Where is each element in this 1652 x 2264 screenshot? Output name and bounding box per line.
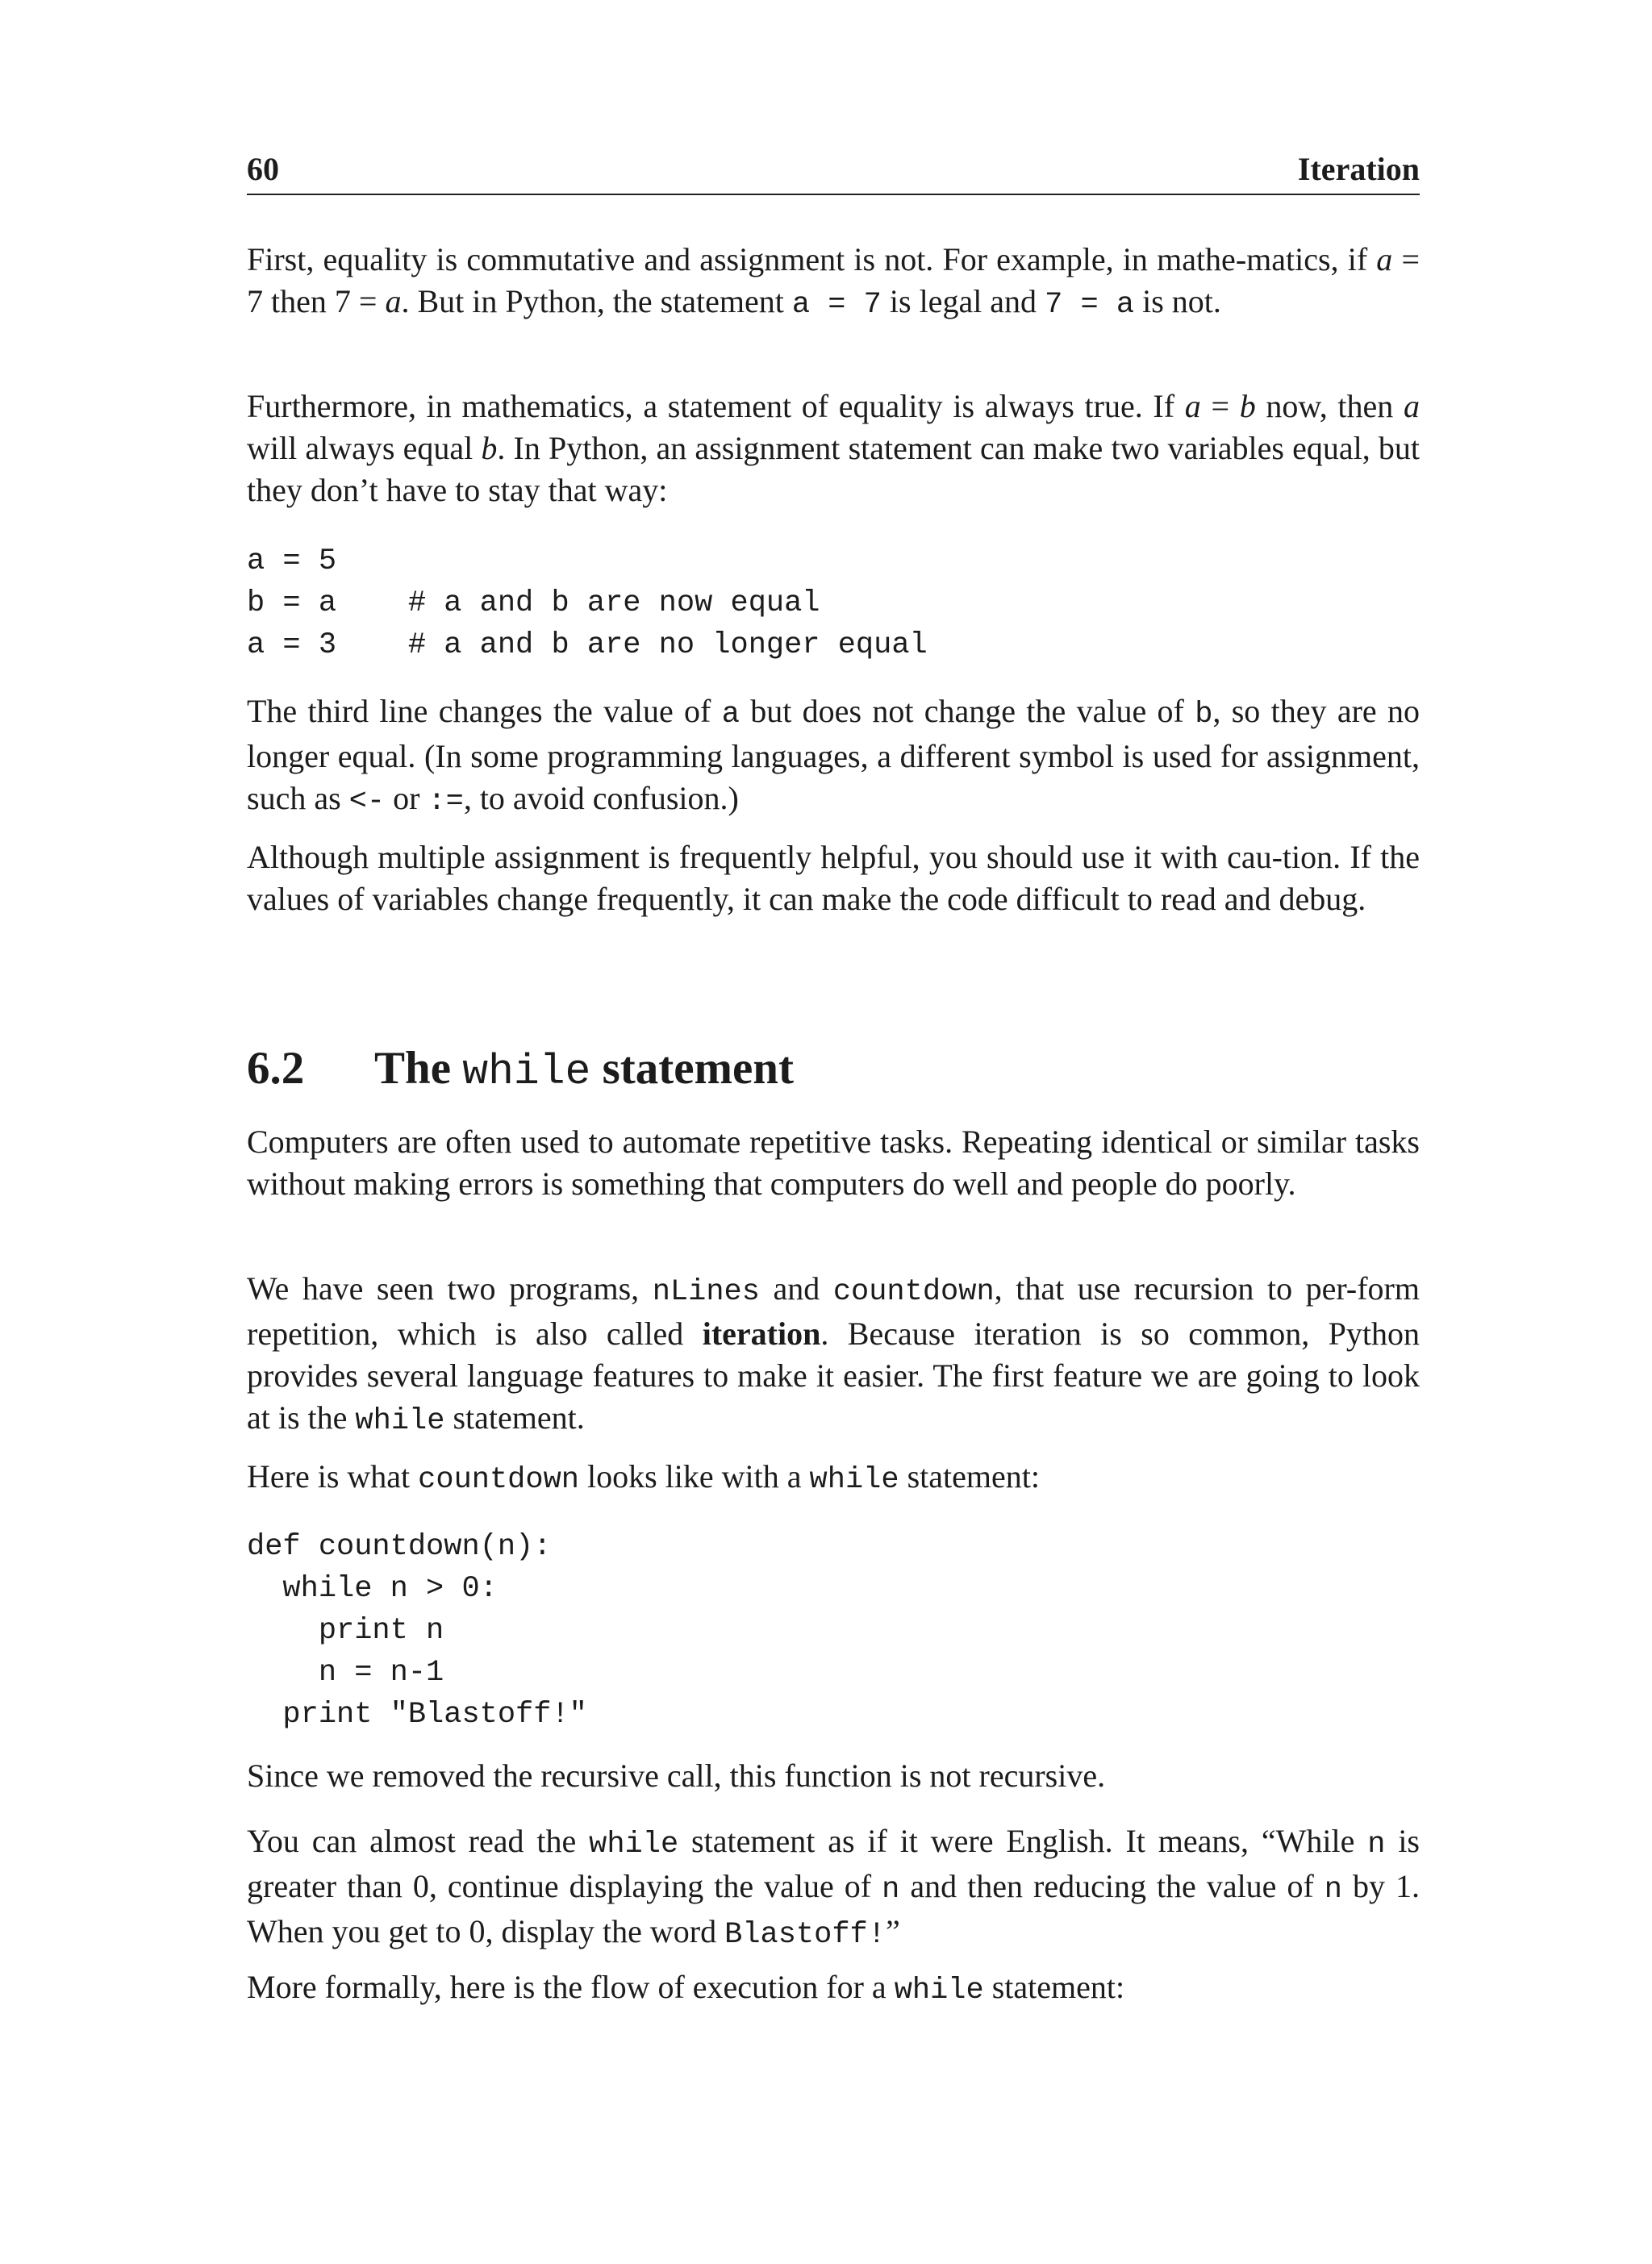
running-header [247, 150, 1420, 195]
code-block-assignment: a = 5 b = a # a and b are now equal a = 3 # a and b are no longer equal [247, 544, 928, 662]
paragraph-multiple-assignment: Although multiple assignment is frequently helpful, you should use it with cau-tion. If the values of variables change frequently, it can make the code difficult to read and debug. [247, 839, 1420, 917]
section-heading: 6.2 The while statement [247, 1040, 794, 1100]
section-number: 6.2 [247, 1043, 305, 1094]
page-number: 60 [247, 151, 279, 187]
paragraph-iteration: We have seen two programs, nLines and countdown, that use recursion to per-form repetition, which is also called iteration. Because iteration is so common, Python provides several language features to make it easier. The first feature we are going to look at is the while statement. [247, 1270, 1420, 1438]
paragraph-third-line: The third line changes the value of a but does not change the value of b, so they are no longer equal. (In some programming languages, a different symbol is used for assignment, such as <- or :=, to avoid confusion.) [247, 693, 1420, 819]
chapter-title: Iteration [1297, 151, 1420, 187]
code-block-countdown: def countdown(n): while n > 0: print n n = n-1 print "Blastoff!" [247, 1530, 587, 1732]
paragraph-countdown-intro: Here is what countdown looks like with a while statement: [247, 1458, 1040, 1497]
paragraph-automate-tasks: Computers are often used to automate repetitive tasks. Repeating identical or similar tasks without making errors is something that computers do well and people do poorly. [247, 1124, 1420, 1202]
paragraph-not-recursive: Since we removed the recursive call, this function is not recursive. [247, 1757, 1106, 1794]
paragraph-equality-always-true: Furthermore, in mathematics, a statement of equality is always true. If a = b now, then a will always equal b. In Python, an assignment statement can make two variables equal, but they don’t have to stay that way: [247, 388, 1420, 508]
paragraph-flow-of-execution: More formally, here is the flow of execution for a while statement: [247, 1969, 1125, 2008]
paragraph-equality-commutative: First, equality is commutative and assignment is not. For example, in mathe-matics, if a = 7 then 7 = a. But in Python, the statement a = 7 is legal and 7 = a is not. [247, 241, 1420, 322]
paragraph-read-as-english: You can almost read the while statement as if it were English. It means, “While n is greater than 0, continue displaying the value of n and then reducing the value of n by 1. When you get to 0, display the word Blastoff!” [247, 1823, 1420, 1952]
book-page [247, 0, 1420, 2264]
